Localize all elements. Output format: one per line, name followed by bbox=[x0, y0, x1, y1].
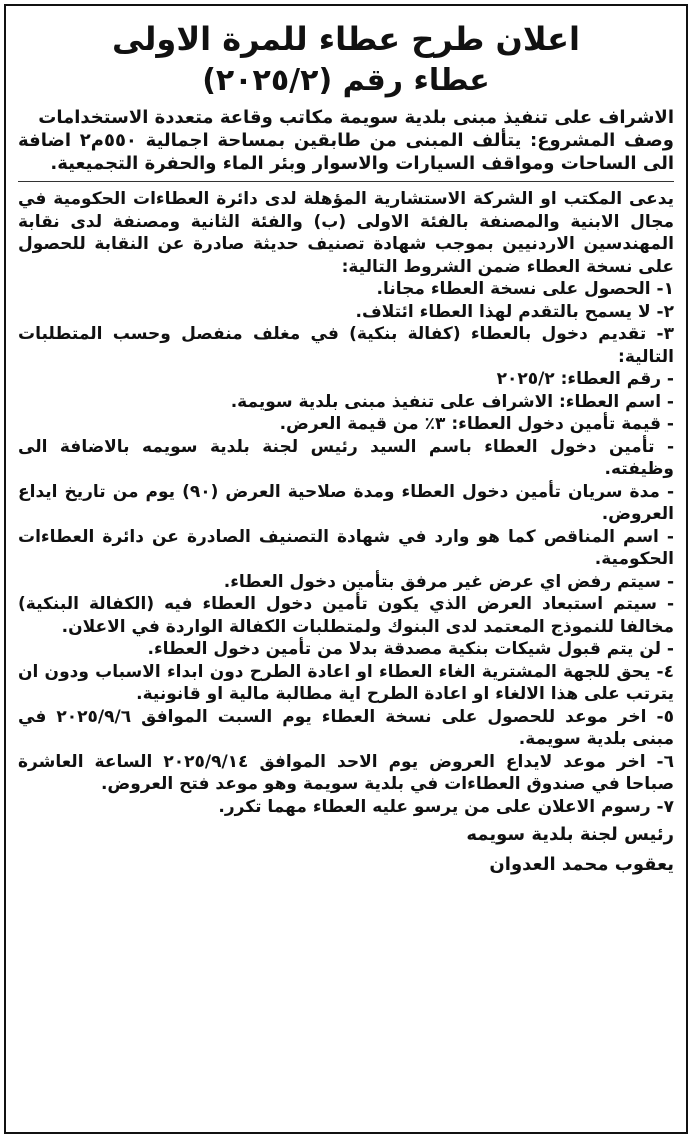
divider bbox=[18, 181, 674, 182]
condition-6: ٦- اخر موعد لايداع العروض يوم الاحد الموافق ٢٠٢٥/٩/١٤ الساعة العاشرة صباحا في صندوق العطاءات في بلدية سويمة وهو موعد فتح العروض. bbox=[18, 751, 675, 794]
project-name-line: الاشراف على تنفيذ مبنى بلدية سويمة مكاتب وقاعة متعددة الاستخدامات bbox=[38, 107, 674, 128]
invitation-paragraph: يدعى المكتب او الشركة الاستشارية المؤهلة لدى دائرة العطاءات الحكومية في مجال الابنية والمصنفة بالفئة الاولى (ب) والفئة الثانية ومصنفة لدى نقابة المهندسين الاردنيين بموجب شهادة تصنيف حديثة صادرة عن النقابة للحصول على نسخة العطاء ضمن الشروط التالية: bbox=[18, 189, 674, 277]
requirement-validity: - مدة سريان تأمين دخول العطاء ومدة صلاحية العرض (٩٠) يوم من تاريخ ايداع العروض. bbox=[18, 481, 674, 524]
announcement-page bbox=[4, 4, 688, 1134]
condition-2: ٢- لا يسمح بالتقدم لهذا العطاء ائتلاف. bbox=[355, 301, 674, 322]
requirement-bond-name: - تأمين دخول العطاء باسم السيد رئيس لجنة بلدية سويمه بالاضافة الى وظيفته. bbox=[18, 436, 674, 479]
project-intro bbox=[18, 106, 674, 175]
requirement-rejection: - سيتم رفض اي عرض غير مرفق بتأمين دخول العطاء. bbox=[223, 571, 674, 592]
signature-block bbox=[18, 820, 674, 880]
signatory-title: رئيس لجنة بلدية سويمه bbox=[466, 824, 674, 845]
requirement-no-cheques: - لن يتم قبول شيكات بنكية مصدقة بدلا من تأمين دخول العطاء. bbox=[147, 639, 674, 659]
condition-7: ٧- رسوم الاعلان على من يرسو عليه العطاء مهما تكرر. bbox=[218, 796, 674, 817]
requirement-bond-value: - قيمة تأمين دخول العطاء: ٣٪ من قيمة العرض. bbox=[279, 414, 674, 434]
requirement-exclusion: - سيتم استبعاد العرض الذي يكون تأمين دخول العطاء فيه (الكفالة البنكية) مخالفا للنموذج المعتمد لدى البنوك ولمتطلبات الكفالة الواردة في الاعلان. bbox=[18, 594, 674, 637]
announcement-title: اعلان طرح عطاء للمرة الاولى bbox=[112, 20, 580, 58]
tender-conditions bbox=[18, 188, 674, 818]
condition-1: ١- الحصول على نسخة العطاء مجانا. bbox=[376, 279, 674, 299]
condition-4: ٤- يحق للجهة المشترية الغاء العطاء او اعادة الطرح دون ابداء الاسباب ودون ان يترتب على هذا الالغاء او اعادة الطرح اية مطالبة مالية او قانونية. bbox=[18, 661, 674, 704]
condition-5: ٥- اخر موعد للحصول على نسخة العطاء يوم السبت الموافق ٢٠٢٥/٩/٦ في مبنى بلدية سويمة. bbox=[18, 706, 674, 749]
requirement-tender-name: - اسم العطاء: الاشراف على تنفيذ مبنى بلدية سويمة. bbox=[230, 391, 674, 412]
requirement-bidder-name: - اسم المناقص كما هو وارد في شهادة التصنيف الصادرة عن دائرة العطاءات الحكومية. bbox=[18, 526, 674, 569]
signatory-name: يعقوب محمد العدوان bbox=[489, 854, 674, 875]
tender-number-heading: عطاء رقم (٢٠٢٥/٢) bbox=[202, 63, 490, 98]
project-description: وصف المشروع: يتألف المبنى من طابقين بمساحة اجمالية ٥٥٠م٢ اضافة الى الساحات ومواقف السيارات والاسوار وبئر الماء والحفرة التجميعية. bbox=[18, 130, 674, 174]
condition-3: ٣- تقديم دخول بالعطاء (كفالة بنكية) في مغلف منفصل وحسب المتطلبات التالية: bbox=[18, 324, 674, 367]
requirement-tender-number: - رقم العطاء: ٢٠٢٥/٢ bbox=[496, 369, 674, 389]
